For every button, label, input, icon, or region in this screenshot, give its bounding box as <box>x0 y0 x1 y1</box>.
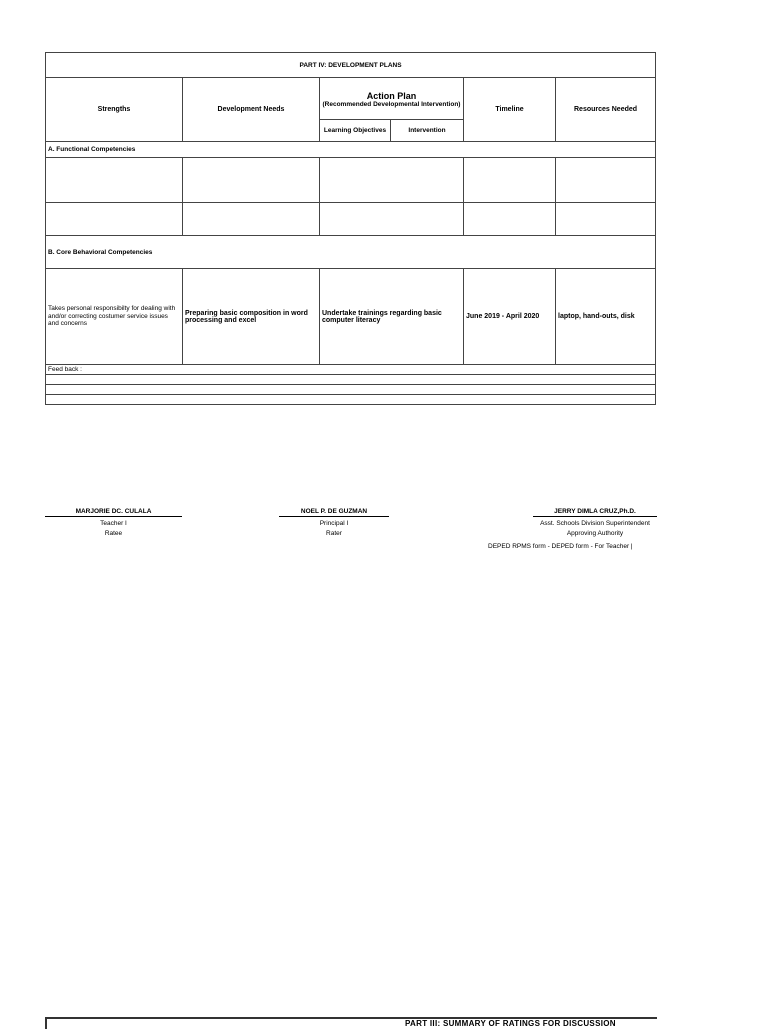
rater-position: Principal I <box>319 520 349 527</box>
table-row <box>46 269 656 365</box>
approver-position: Asst. Schools Division Superintendent <box>540 520 650 527</box>
table-row <box>46 203 656 236</box>
strength-text: Takes personal responsibilty for dealing with and/or correcting costumer service issues and concerns <box>46 269 183 365</box>
feedback-line <box>46 375 656 385</box>
ratee-position: Teacher I <box>100 520 127 527</box>
action-plan-title: Action Plan <box>366 90 417 101</box>
table-cell <box>464 158 556 203</box>
approver-role: Approving Authority <box>566 530 624 537</box>
header-development-needs: Development Needs <box>183 78 320 142</box>
approver-name: JERRY DIMLA CRUZ,Ph.D. <box>533 508 657 517</box>
feedback-line <box>46 395 656 405</box>
timeline-text: June 2019 - April 2020 <box>464 269 556 365</box>
header-learning-objectives: Learning Objectives <box>320 120 391 142</box>
table-cell <box>183 158 320 203</box>
table-cell <box>183 203 320 236</box>
development-plan-table <box>45 52 656 405</box>
table-cell <box>464 203 556 236</box>
rater-role: Rater <box>326 530 342 537</box>
feedback-line <box>46 385 656 395</box>
next-page-title: PART III: SUMMARY OF RATINGS FOR DISCUSSION <box>405 1019 616 1028</box>
part-title: PART IV: DEVELOPMENT PLANS <box>46 53 656 78</box>
table-cell <box>556 158 656 203</box>
table-cell <box>46 158 183 203</box>
rater-name: NOEL P. DE GUZMAN <box>279 508 389 517</box>
table-cell <box>556 203 656 236</box>
development-plan-sheet <box>45 52 655 405</box>
form-footer-note: DEPED RPMS form - DEPED form - For Teacher | <box>488 543 633 550</box>
ratee-name: MARJORIE DC. CULALA <box>45 508 182 517</box>
header-resources: Resources Needed <box>556 78 656 142</box>
header-action-plan <box>320 78 464 120</box>
section-functional-competencies: A. Functional Competencies <box>46 142 656 158</box>
rater-signature-block <box>279 508 389 537</box>
table-cell <box>46 203 183 236</box>
section-core-behavioral-competencies: B. Core Behavioral Competencies <box>46 236 656 269</box>
action-plan-subtitle: (Recommended Developmental Intervention) <box>322 100 461 108</box>
table-cell <box>320 158 464 203</box>
approver-signature-block <box>520 508 670 537</box>
resources-text: laptop, hand-outs, disk <box>556 269 656 365</box>
table-row <box>46 158 656 203</box>
header-timeline: Timeline <box>464 78 556 142</box>
header-strengths: Strengths <box>46 78 183 142</box>
table-cell <box>320 203 464 236</box>
ratee-role: Ratee <box>104 530 123 537</box>
feedback-label: Feed back : <box>46 365 656 375</box>
learning-objective-text: Undertake trainings regarding basic computer literacy <box>320 269 464 365</box>
header-intervention: Intervention <box>391 120 464 142</box>
ratee-signature-block <box>45 508 182 537</box>
development-need-text: Preparing basic composition in word processing and excel <box>183 269 320 365</box>
